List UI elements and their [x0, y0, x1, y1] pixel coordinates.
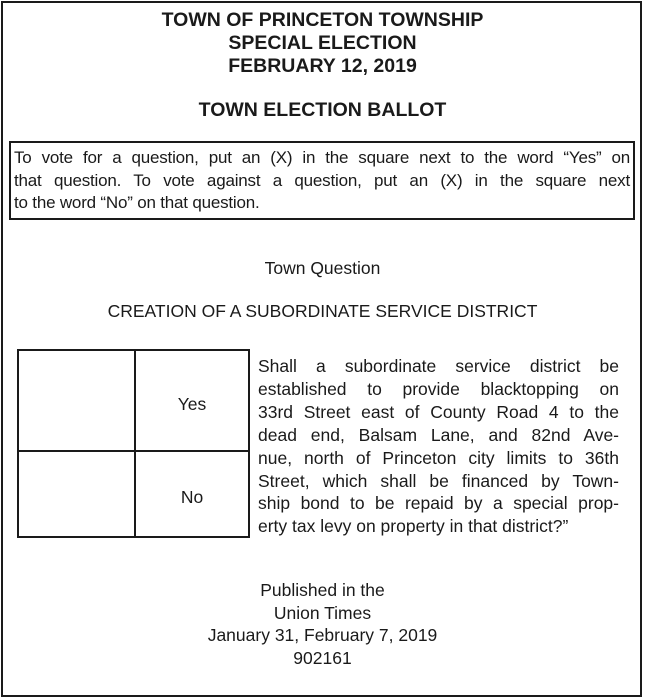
question-label: Town Question: [264, 258, 381, 278]
publication-notice: [0, 579, 645, 669]
yes-checkbox[interactable]: [19, 351, 134, 450]
question-text-line: established to provide blacktopping on: [258, 378, 619, 399]
instructions-line: To vote for a question, put an (X) in the square next to the word “Yes” on: [14, 148, 630, 167]
ballot-title: TOWN ELECTION BALLOT: [198, 99, 447, 121]
question-text-line: erty tax levy on property in that district?”: [258, 516, 569, 537]
grid-divider-vertical: [134, 351, 136, 536]
notice-number: 902161: [293, 647, 352, 668]
question-title: CREATION OF A SUBORDINATE SERVICE DISTRICT: [107, 301, 538, 321]
question-text-line: Shall a subordinate service district be: [258, 356, 619, 376]
publication-dates: January 31, February 7, 2019: [207, 625, 438, 645]
election-header: [0, 9, 645, 78]
vote-grid: [17, 349, 250, 538]
question-text: [258, 355, 619, 538]
question-text-line: dead end, Balsam Lane, and 82nd Ave-: [258, 424, 619, 445]
published-in: Published in the: [260, 580, 385, 600]
election-type: SPECIAL ELECTION: [228, 32, 417, 54]
yes-label: Yes: [177, 394, 207, 414]
question-text-line: 33rd Street east of County Road 4 to the: [258, 401, 619, 422]
grid-divider-horizontal: [19, 450, 248, 452]
instructions-line: to the word “No” on that question.: [14, 193, 260, 212]
instructions-line: that question. To vote against a question, put an (X) in the square next: [14, 170, 630, 190]
no-checkbox[interactable]: [19, 452, 134, 536]
no-label: No: [180, 487, 204, 507]
voting-instructions: [9, 141, 635, 220]
question-text-line: ship bond to be repaid by a special prop-: [258, 493, 619, 514]
question-text-line: nue, north of Princeton city limits to 36th: [258, 447, 619, 468]
newspaper-name: Union Times: [273, 602, 372, 623]
election-date: FEBRUARY 12, 2019: [228, 55, 417, 77]
township-name: TOWN OF PRINCETON TOWNSHIP: [161, 9, 484, 31]
question-text-line: Street, which shall be financed by Town-: [258, 470, 619, 491]
